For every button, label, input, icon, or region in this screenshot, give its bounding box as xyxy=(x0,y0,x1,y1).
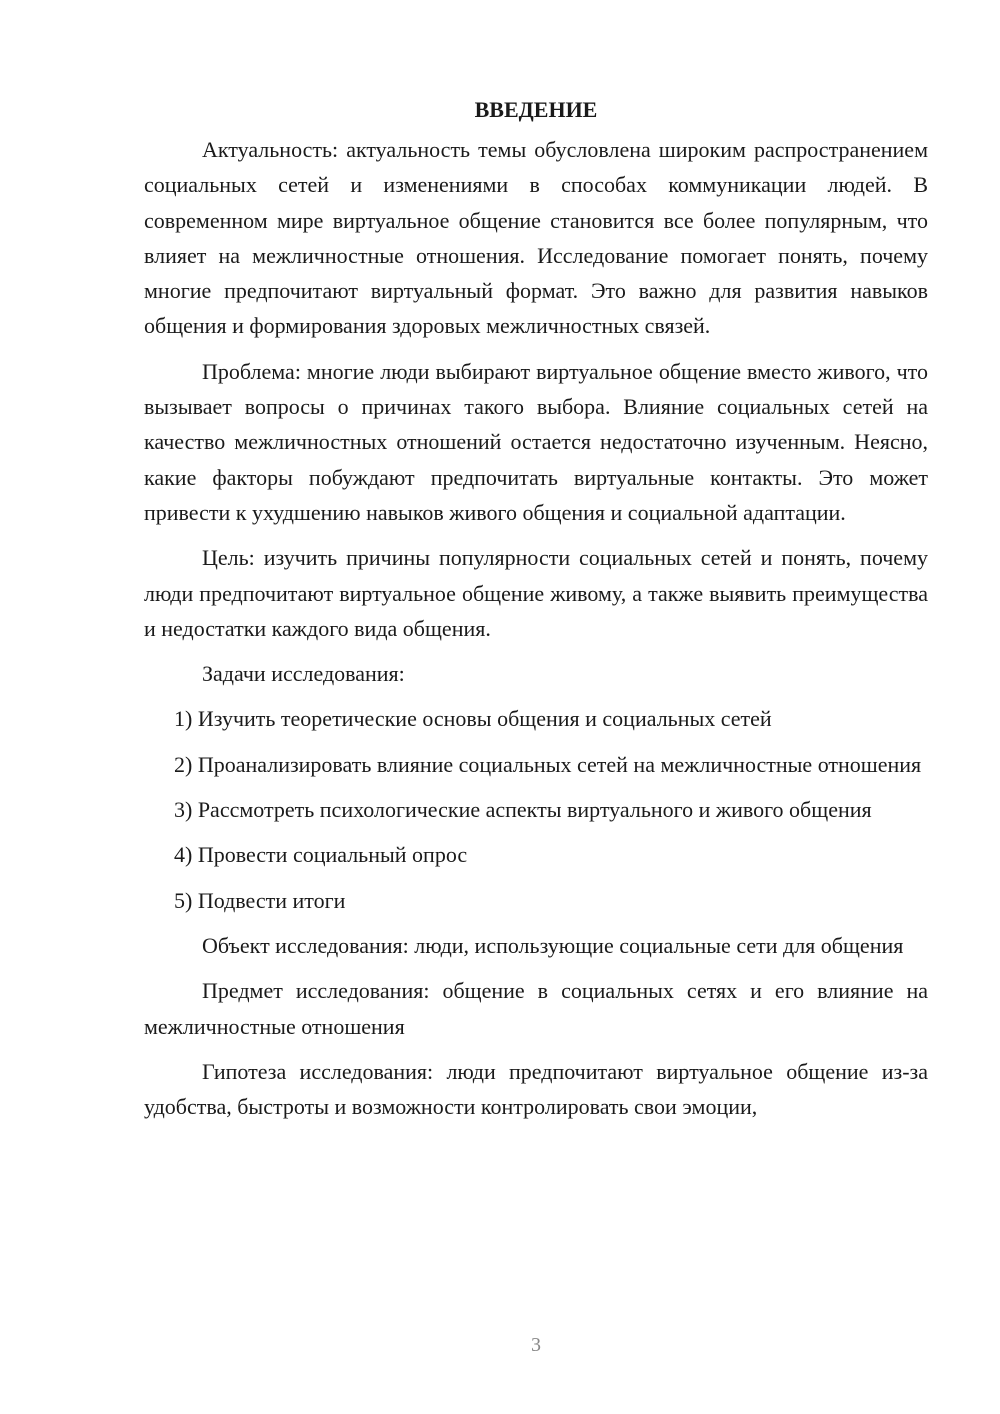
page-number: 3 xyxy=(531,1334,541,1356)
paragraph-goal: Цель: изучить причины популярности социальных сетей и понять, почему люди предпочитают виртуальное общение живому, а также выявить преимущества и недостатки каждого вида общения. xyxy=(144,545,928,641)
task-item-4: 4) Провести социальный опрос xyxy=(174,842,468,868)
paragraph-object: Объект исследования: люди, использующие социальные сети для общения xyxy=(202,932,904,958)
task-item-1: 1) Изучить теоретические основы общения и социальных сетей xyxy=(174,706,772,732)
section-heading: ВВЕДЕНИЕ xyxy=(474,97,598,122)
task-item-2: 2) Проанализировать влияние социальных сетей на межличностные отношения xyxy=(174,751,922,777)
task-item-5: 5) Подвести итоги xyxy=(174,887,346,913)
document-page xyxy=(144,92,928,1134)
paragraph-subject: Предмет исследования: общение в социальных сетях и его влияние на межличностные отношения xyxy=(144,978,928,1039)
paragraph-hypothesis: Гипотеза исследования: люди предпочитают виртуальное общение из-за удобства, быстроты и возможности контролировать свои эмоции, xyxy=(144,1058,928,1120)
paragraph-problem: Проблема: многие люди выбирают виртуальное общение вместо живого, что вызывает вопросы о причинах такого выбора. Влияние социальных сетей на качество межличностных отношений остается недостаточно изученным. Неясно, какие факторы побуждают предпочитать виртуальные контакты. Это может привести к ухудшению навыков живого общения и социальной адаптации. xyxy=(144,358,928,525)
task-item-3: 3) Рассмотреть психологические аспекты виртуального и живого общения xyxy=(174,797,872,823)
paragraph-relevance: Актуальность: актуальность темы обусловлена широким распространением социальных сетей и изменениями в способах коммуникации людей. В современном мире виртуальное общение становится все более популярным, что влияет на межличностные отношения. Исследование помогает понять, почему многие предпочитают виртуальный формат. Это важно для развития навыков общения и формирования здоровых межличностных связей. xyxy=(144,137,928,339)
paragraph-tasks-title: Задачи исследования: xyxy=(202,661,405,687)
